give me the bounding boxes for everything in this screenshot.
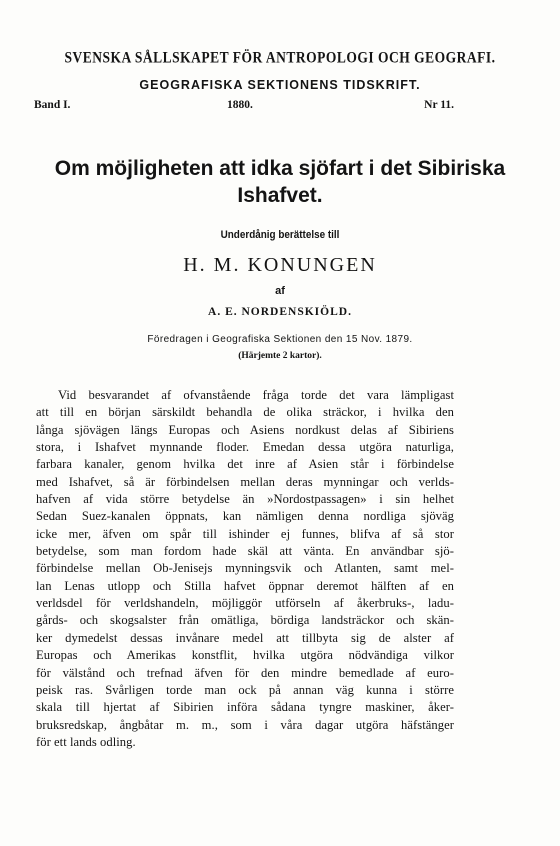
year-label: 1880. bbox=[227, 99, 253, 111]
society-name: SVENSKA SÅLLSKAPET FÖR ANTROPOLOGI OCH GEOGRAFI. bbox=[64, 48, 496, 67]
recipient: H. M. KONUNGEN bbox=[183, 254, 377, 276]
body-line: för ett lands odling. bbox=[36, 734, 136, 749]
article-title-line-1: Om möjligheten att idka sjöfart i det Sibiriska bbox=[54, 157, 506, 180]
dedication: Underdånig berättelse till bbox=[220, 229, 340, 241]
body-line: för välstånd och trefnad äfven för den mindre bemedlade af euro- bbox=[36, 665, 454, 680]
author-name: A. E. NORDENSKIÖLD. bbox=[208, 306, 352, 318]
body-line: icke mer, äfven om spår till ishinder ej funnes, blifva af så stor bbox=[36, 526, 454, 541]
issue-info bbox=[34, 99, 454, 115]
body-paragraph bbox=[36, 387, 454, 751]
body-line: verldsdel för verldshandeln, möjliggör utförseln af åkerbruks-, ladu- bbox=[36, 596, 454, 611]
body-line: Europas och Amerikas konstflit, hvilka utgöra nödvändiga vilkor bbox=[36, 648, 454, 663]
maps-note: (Härjemte 2 kartor). bbox=[238, 351, 322, 361]
presentation-note: Föredragen i Geografiska Sektionen den 15 Nov. 1879. bbox=[147, 334, 413, 345]
body-line: att till en början särskildt behandla de olika sträckor, i hvilka den bbox=[36, 405, 454, 420]
body-line: hafven af vida större betydelse än »Nordostpassagen» i sin helhet bbox=[36, 492, 454, 507]
journal-title: GEOGRAFISKA SEKTIONENS TIDSKRIFT. bbox=[139, 78, 421, 92]
body-line: farbara kanaler, genom hvilka det inre af Asien står i förbindelse bbox=[36, 457, 454, 472]
body-line: långa sjövägen längs Europas och Asiens nordkust delas af Sibiriens bbox=[36, 422, 454, 437]
issue-number: Nr 11. bbox=[424, 99, 454, 111]
body-line: stora, i Ishafvet mynnande floder. Emedan dessa utgöra naturliga, bbox=[36, 440, 454, 455]
body-line: gårds- och skogsalster från omätliga, bördiga landsträckor och skän- bbox=[36, 613, 454, 628]
volume-label: Band I. bbox=[34, 99, 71, 111]
body-line: Vid besvarandet af ofvanstående fråga torde det vara lämpligast bbox=[58, 388, 454, 402]
body-line: förbindelse mellan Ob-Jenisejs mynningsvik och Atlanten, samt mel- bbox=[36, 561, 454, 576]
body-line: lan Lenas utlopp och Stilla hafvet öppnar deremot hälften af en bbox=[36, 578, 454, 593]
body-line: skala till hjertat af Sibirien införa sådana tyngre maskiner, åker- bbox=[36, 700, 454, 715]
body-line: bruksredskap, ångbåtar m. m., som i våra dagar utgöra häfstänger bbox=[36, 717, 454, 732]
body-line: betydelse, som man fordom hade skäl att vänta. En användbar sjö- bbox=[36, 544, 454, 559]
body-line: med Ishafvet, så är förbindelsen mellan deras mynningar och verlds- bbox=[36, 474, 454, 489]
body-line: Sedan Suez-kanalen öppnats, kan nämligen denna nordliga sjöväg bbox=[36, 509, 454, 524]
article-title bbox=[20, 155, 540, 209]
by-label: af bbox=[275, 285, 285, 297]
article-title-line-2: Ishafvet. bbox=[237, 184, 323, 207]
body-line: peisk ras. Svårligen torde man ock på annan väg kunna i större bbox=[36, 682, 454, 697]
body-line: ker dymedelst dessas invånare medel att tillbyta sig de alster af bbox=[36, 630, 454, 645]
